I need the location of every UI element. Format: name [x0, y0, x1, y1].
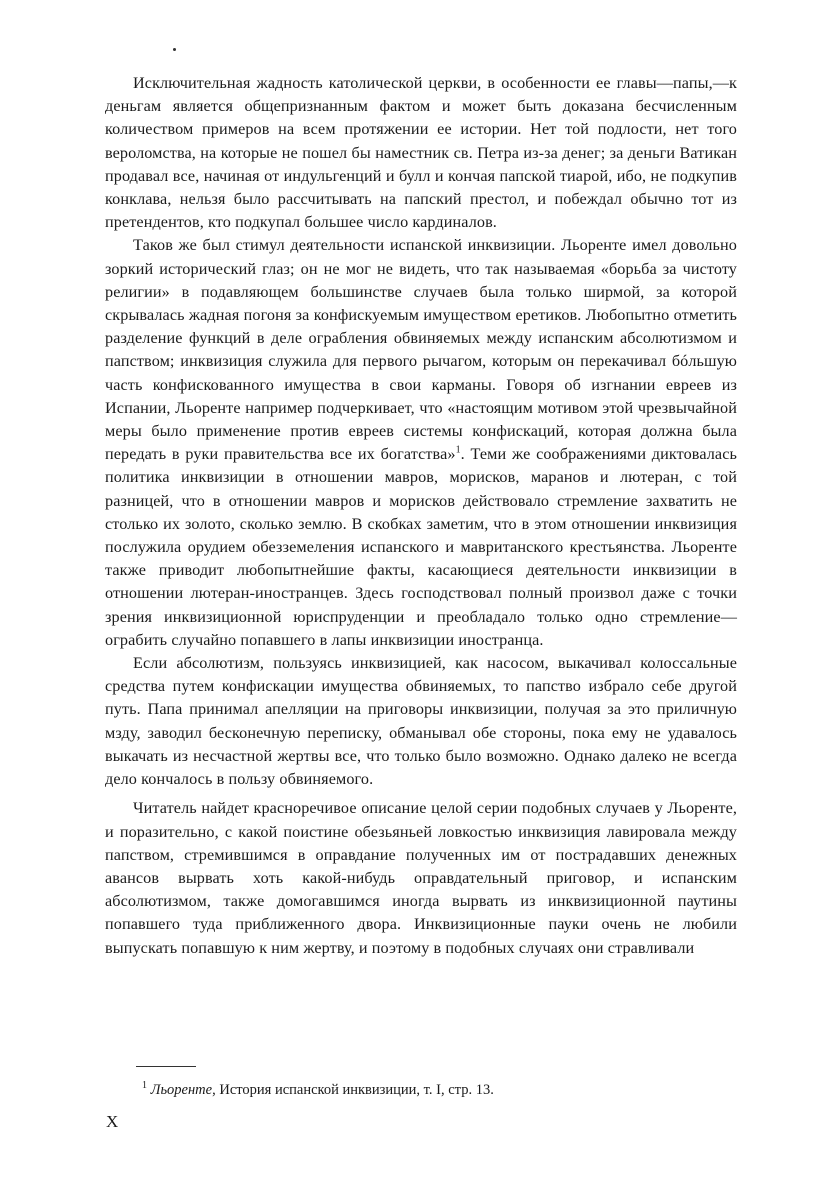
footnote-author: Льоренте — [150, 1082, 213, 1098]
page-number: X — [106, 1112, 120, 1131]
footnote-divider — [136, 1066, 196, 1067]
paragraph-2-continuation: . Теми же соображениями диктовалась политика инквизиции в отношении мавров, морисков, маранов и лютеран, с той разницей, что в отношении мавров и морисков действовало стремление захватить не столько их золото, сколько землю. В скобках заметим, что в этом отношении инквизиция послужила орудием обезземеления испанского и мавританского крестьянства. Льоренте также приводит любопытнейшие факты, касающиеся деятельности инквизиции в отношении лютеран-иностранцев. Здесь господствовал полный произвол даже с точки зрения инквизиционной юриспруденции и преобладало только одно стремление—ограбить случайно попавшего в лапы инквизиции иностранца. — [105, 445, 737, 649]
main-text — [105, 72, 737, 960]
footnote-mark: 1 — [142, 1080, 147, 1092]
paragraph-1: Исключительная жадность католической церкви, в особенности ее главы—папы,—к деньгам является общепризнанным фактом и может быть доказана бесчисленным количеством примеров на всем протяжении ее истории. Нет той подлости, нет того вероломства, на которые не пошел бы наместник св. Петра из-за денег; за деньги Ватикан продавал все, начиная от индульгенций и булл и кончая папской тиарой, ибо, не подкупив конклава, нельзя было рассчитывать на папский престол, и побеждал обычно тот из претендентов, кто подкупал большее число кардиналов. — [105, 74, 737, 232]
paragraph-2 — [105, 234, 737, 652]
paragraph-4: Читатель найдет красноречивое описание целой серии подобных случаев у Льоренте, и поразительно, с какой поистине обезьяньей ловкостью инквизиция лавировала между папством, стремившимся в оправдание полученных им от пострадавших денежных авансов вырвать хоть какой-нибудь оправдательный приговор, и испанским абсолютизмом, также домогавшимся иногда вырвать из инквизиционной паутины попавшего туда приближенного двора. Инквизиционные пауки очень не любили выпускать попавшую к ним жертву, и поэтому в подобных случаях они стравливали — [105, 799, 737, 957]
ink-speck — [173, 48, 176, 51]
footnote-text: , История испанской инквизиции, т. I, стр. 13. — [212, 1082, 494, 1098]
paragraph-2-text: Таков же был стимул деятельности испанской инквизиции. Льоренте имел довольно зоркий исторический глаз; он не мог не видеть, что так называемая «борьба за чистоту религии» в подавляющем большинстве случаев была только ширмой, за которой скрывалась жадная погоня за конфискуемым имуществом еретиков. Любопытно отметить разделение функций в деле ограбления обвиняемых между испанским абсолютизмом и папством; инквизиция служила для первого рычагом, которым он перекачивал бóльшую часть конфискованного имущества в свои карманы. Говоря об изгнании евреев из Испании, Льоренте например подчеркивает, что «настоящим мотивом этой чрезвычайной меры было применение против евреев системы конфискаций, которая должна была передать в руки правительства все их богатства» — [105, 236, 737, 464]
footnote — [142, 1080, 742, 1100]
footnote-reference: 1 — [455, 444, 461, 456]
paragraph-3: Если абсолютизм, пользуясь инквизицией, как насосом, выкачивал колоссальные средства путем конфискации имущества обвиняемых, то папство избрало себе другой путь. Папа принимал апелляции на приговоры инквизиции, получая за это приличную мзду, заводил бесконечную переписку, обманывал обе стороны, пока ему не удавалось выкачать из несчастной жертвы все, что только было возможно. Однако далеко не всегда дело кончалось в пользу обвиняемого. — [105, 654, 737, 789]
